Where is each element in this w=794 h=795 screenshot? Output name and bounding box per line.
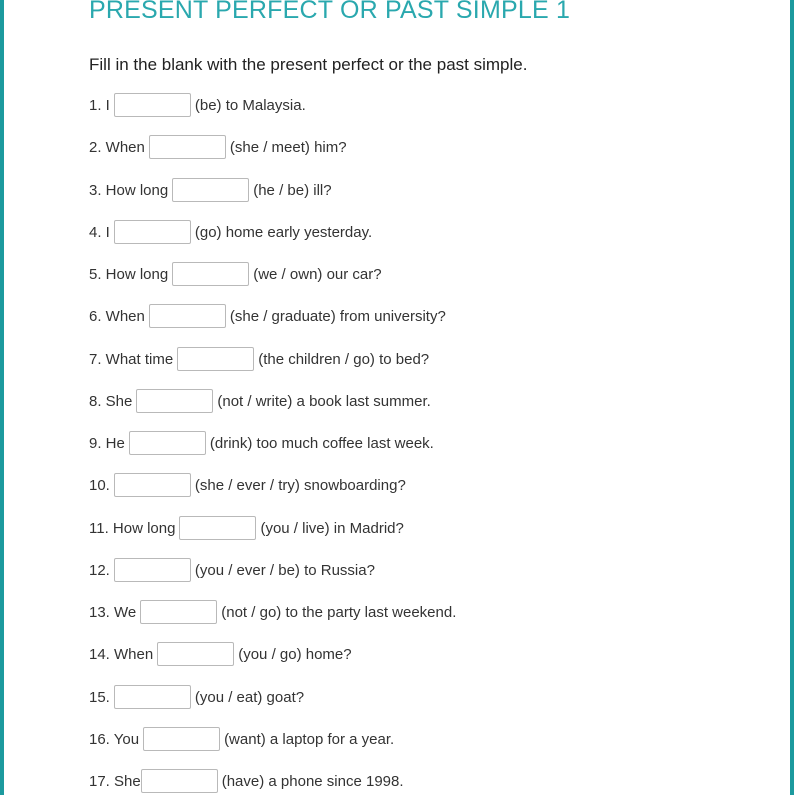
question-prefix: 1. I	[89, 96, 110, 114]
question-prefix: 8. She	[89, 392, 133, 410]
question-prefix: 17. She	[89, 772, 141, 790]
answer-input-16[interactable]	[143, 727, 220, 751]
question-suffix: (go) home early yesterday.	[194, 223, 373, 241]
question-prefix: 9. He	[89, 434, 125, 452]
question-suffix: (not / write) a book last summer.	[217, 392, 431, 410]
question-2	[89, 134, 347, 160]
question-17	[89, 768, 404, 794]
question-prefix: 12.	[89, 561, 110, 579]
question-prefix: 2. When	[89, 138, 145, 156]
question-1	[89, 92, 306, 118]
answer-input-10[interactable]	[114, 473, 191, 497]
question-suffix: (you / ever / be) to Russia?	[194, 561, 375, 579]
question-prefix: 14. When	[89, 645, 154, 663]
question-suffix: (you / live) in Madrid?	[260, 519, 404, 537]
question-6	[89, 303, 446, 329]
answer-input-7[interactable]	[177, 347, 254, 371]
question-prefix: 5. How long	[89, 265, 169, 283]
question-prefix: 3. How long	[89, 181, 169, 199]
answer-input-14[interactable]	[157, 642, 234, 666]
answer-input-2[interactable]	[149, 135, 226, 159]
question-5	[89, 261, 382, 287]
question-14	[89, 641, 352, 667]
question-suffix: (you / eat) goat?	[194, 688, 305, 706]
question-prefix: 16. You	[89, 730, 140, 748]
answer-input-8[interactable]	[136, 389, 213, 413]
page-title: PRESENT PERFECT OR PAST SIMPLE 1	[89, 0, 571, 24]
question-suffix: (be) to Malaysia.	[194, 96, 306, 114]
question-12	[89, 557, 375, 583]
question-prefix: 11. How long	[89, 519, 176, 537]
question-suffix: (she / meet) him?	[229, 138, 347, 156]
answer-input-6[interactable]	[149, 304, 226, 328]
answer-input-1[interactable]	[114, 93, 191, 117]
question-16	[89, 726, 394, 752]
answer-input-15[interactable]	[114, 685, 191, 709]
instructions: Fill in the blank with the present perfect or the past simple.	[89, 55, 528, 74]
question-suffix: (drink) too much coffee last week.	[209, 434, 434, 452]
question-13	[89, 599, 456, 625]
question-suffix: (you / go) home?	[238, 645, 352, 663]
answer-input-9[interactable]	[129, 431, 206, 455]
question-suffix: (she / ever / try) snowboarding?	[194, 476, 406, 494]
question-prefix: 15.	[89, 688, 110, 706]
answer-input-5[interactable]	[172, 262, 249, 286]
question-8	[89, 388, 431, 414]
question-suffix: (we / own) our car?	[253, 265, 382, 283]
question-15	[89, 684, 304, 710]
question-9	[89, 430, 434, 456]
question-4	[89, 219, 372, 245]
question-11	[89, 515, 404, 541]
question-10	[89, 472, 406, 498]
question-prefix: 7. What time	[89, 350, 174, 368]
question-prefix: 6. When	[89, 307, 145, 325]
answer-input-3[interactable]	[172, 178, 249, 202]
question-3	[89, 177, 332, 203]
question-suffix: (have) a phone since 1998.	[221, 772, 404, 790]
answer-input-12[interactable]	[114, 558, 191, 582]
question-suffix: (want) a laptop for a year.	[224, 730, 395, 748]
question-suffix: (not / go) to the party last weekend.	[221, 603, 457, 621]
answer-input-11[interactable]	[179, 516, 256, 540]
answer-input-17[interactable]	[141, 769, 218, 793]
question-prefix: 10.	[89, 476, 110, 494]
question-prefix: 13. We	[89, 603, 137, 621]
answer-input-4[interactable]	[114, 220, 191, 244]
question-7	[89, 346, 429, 372]
question-suffix: (he / be) ill?	[253, 181, 332, 199]
question-suffix: (she / graduate) from university?	[229, 307, 446, 325]
question-prefix: 4. I	[89, 223, 110, 241]
question-suffix: (the children / go) to bed?	[258, 350, 430, 368]
answer-input-13[interactable]	[140, 600, 217, 624]
